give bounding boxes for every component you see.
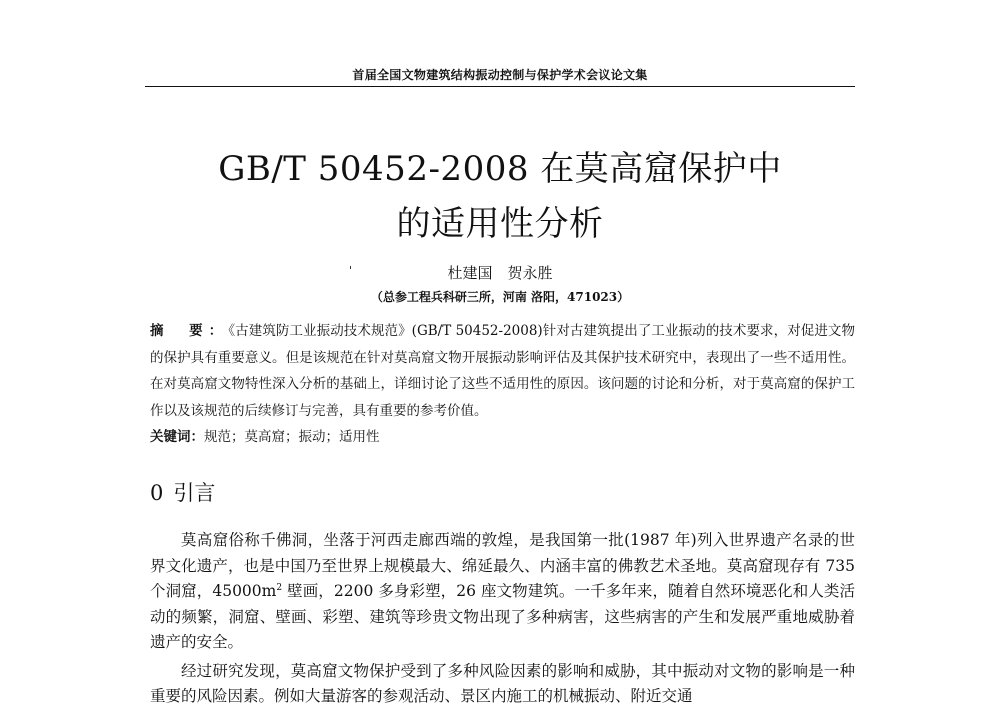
affiliation: （总参工程兵科研三所，河南 洛阳，471023） bbox=[370, 290, 630, 304]
section-heading bbox=[150, 477, 215, 507]
paragraph-1-part-b: 壁画，2200 多身彩塑，26 座文物建筑。一千多年来，随着自然环境恶化和人类活动的频繁，洞窟、壁画、彩塑、建筑等珍贵文物出现了多种病害，这些病害的产生和发展严重地威胁着遗产的安全。 bbox=[150, 582, 855, 651]
authors: 杜建国 贺永胜 bbox=[447, 264, 553, 282]
abstract bbox=[150, 318, 855, 424]
keywords-label: 关键词： bbox=[150, 429, 204, 445]
paragraph-1-part-a: 莫高窟俗称千佛洞，坐落于河西走廊西端的敦煌，是我国第一批(1987 年)列入世界遗产名录的世界文化遗产，也是中国乃至世界上规模最大、绵延最久、内涵丰富的佛教艺术圣地。莫高窟现存有 735 个洞窟，45000m bbox=[150, 531, 855, 600]
paragraph-1 bbox=[150, 528, 855, 656]
paper-title-line-2: 的适用性分析 bbox=[396, 204, 604, 244]
header-rule bbox=[145, 86, 855, 87]
paragraph-2: 经过研究发现，莫高窟文物保护受到了多种风险因素的影响和威胁，其中振动对文物的影响是一种重要的风险因素。例如大量游客的参观活动、景区内施工的机械振动、附近交通 bbox=[150, 661, 855, 705]
body-text bbox=[150, 528, 855, 710]
paper-title-line-1: GB/T 50452-2008 在莫高窟保护中 bbox=[218, 149, 782, 189]
section-number: 0 bbox=[150, 481, 164, 505]
stray-mark: ' bbox=[349, 264, 353, 277]
keywords-text: 规范；莫高窟；振动；适用性 bbox=[204, 429, 380, 445]
keywords bbox=[150, 425, 855, 449]
superscript: 2 bbox=[276, 582, 283, 593]
abstract-text: 《古建筑防工业振动技术规范》(GB/T 50452-2008)针对古建筑提出了工业振动的技术要求，对促进文物的保护具有重要意义。但是该规范在针对莫高窟文物开展振动影响评估及其保护技术研究中，表现出了一些不适用性。在对莫高窟文物特性深入分析的基础上，详细讨论了这些不适用性的原因。该问题的讨论和分析，对于莫高窟的保护工作以及该规范的后续修订与完善，具有重要的参考价值。 bbox=[150, 323, 856, 419]
abstract-label: 摘 要： bbox=[150, 323, 229, 339]
running-header: 首届全国文物建筑结构振动控制与保护学术会议论文集 bbox=[352, 68, 648, 82]
section-title: 引言 bbox=[173, 481, 216, 505]
